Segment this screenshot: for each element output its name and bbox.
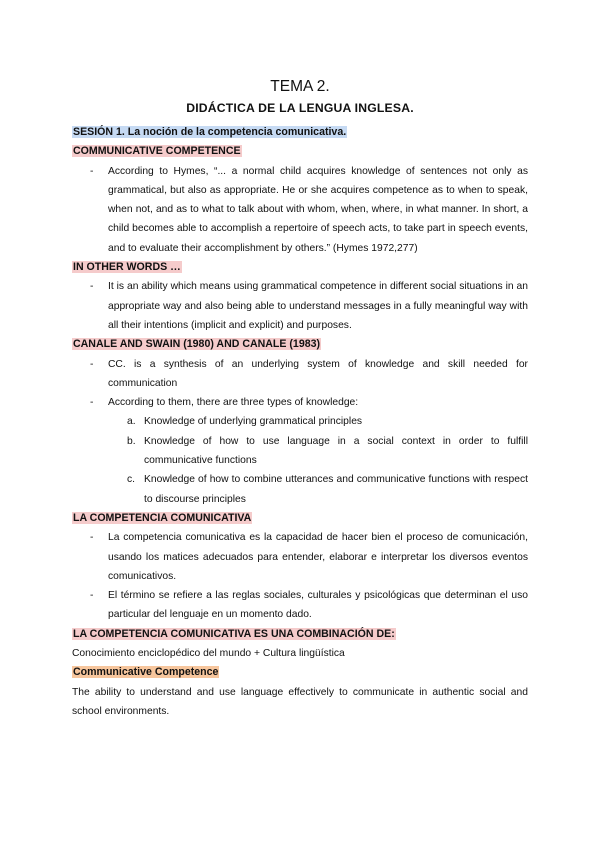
document-subtitle: DIDÁCTICA DE LA LENGUA INGLESA. — [186, 101, 414, 115]
in-other-words-list — [72, 277, 528, 335]
section-heading-combinacion: LA COMPETENCIA COMUNICATIVA ES UNA COMBINACIÓN DE: — [73, 627, 395, 640]
document-body — [72, 123, 528, 721]
competencia-list — [72, 528, 528, 624]
session-heading: SESIÓN 1. La noción de la competencia comunicativa. — [73, 126, 347, 138]
list-item: - El término se refiere a las reglas sociales, culturales y psicológicas que determinan el uso particular del lenguaje en un momento dado. — [72, 586, 528, 625]
section-heading-canale-swain: CANALE AND SWAIN (1980) AND CANALE (1983) — [73, 338, 321, 351]
list-item: - It is an ability which means using grammatical competence in different social situations in an appropriate way and also being able to understand messages in a fully meaningful way with all their intentions (implicit and explicit) and purposes. — [72, 277, 528, 335]
hymes-list — [72, 162, 528, 258]
section-heading-competencia: LA COMPETENCIA COMUNICATIVA — [73, 511, 252, 524]
section-heading-in-other-words: IN OTHER WORDS … — [73, 261, 181, 274]
document-title: TEMA 2. — [270, 78, 330, 95]
knowledge-type-item: b. Knowledge of how to use language in a social context in order to fulfill communicative functions — [127, 435, 528, 467]
section-heading-communicative-competence: COMMUNICATIVE COMPETENCE — [73, 145, 241, 158]
list-item: - La competencia comunicativa es la capacidad de hacer bien el proceso de comunicación, usando los matices adecuados para entender, elaborar e interpretar los diversos eventos comunicativos. — [72, 528, 528, 586]
cc-definition-text: The ability to understand and use language effectively to communicate in authentic social and school environments. — [72, 686, 528, 717]
list-item: - According to them, there are three types of knowledge: a. Knowledge of underlying grammatical principles b. Knowledge of how to use language in a social context in order to fulfill communicative functions c. Knowledge of how to combine utterances and communicative functions with respect to discourse principles — [72, 393, 528, 509]
knowledge-type-item: c. Knowledge of how to combine utterances and communicative functions with respect to discourse principles — [127, 474, 528, 505]
section-heading-cc-definition: Communicative Competence — [73, 666, 219, 679]
knowledge-types-list — [108, 412, 528, 508]
list-item: - According to Hymes, “... a normal child acquires knowledge of sentences not only as grammatical, but also as appropriate. He or she acquires competence as to when to speak, when not, and as to what to talk about with whom, when, where, in what manner. In short, a child becomes able to accomplish a repertoire of speech acts, to take part in speech events, and to evaluate their accomplishment by others.” (Hymes 1972,277) — [72, 162, 528, 258]
combinacion-text: Conocimiento enciclopédico del mundo + Cultura lingüística — [72, 648, 345, 660]
knowledge-type-item: a. Knowledge of underlying grammatical principles — [127, 416, 363, 428]
list-item: - CC. is a synthesis of an underlying system of knowledge and skill needed for communication — [72, 355, 528, 394]
canale-swain-list — [72, 355, 528, 509]
